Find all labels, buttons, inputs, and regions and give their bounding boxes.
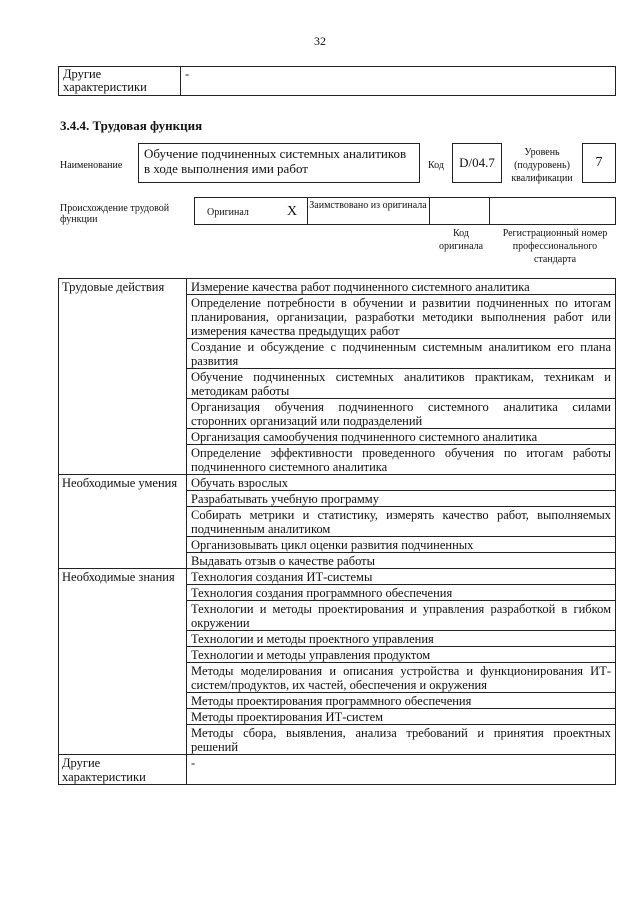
table-row — [59, 755, 616, 785]
knowledge-item: Методы сбора, выявления, анализа требований и принятия проектных решений — [187, 725, 616, 755]
skill-item: Обучать взрослых — [187, 475, 616, 491]
borrowed-label: Заимствовано из оригинала — [309, 200, 427, 211]
divider — [489, 198, 490, 224]
labor-actions-label: Трудовые действия — [59, 279, 187, 475]
origin-box — [194, 197, 616, 225]
name-label: Наименование — [60, 160, 123, 171]
labor-action-item: Обучение подчиненных системных аналитиков практикам, техникам и методикам работы — [187, 369, 616, 399]
knowledge-item: Методы моделирования и описания устройства и функционирования ИТ-систем/продуктов, их частей, обеспечения и окружения — [187, 663, 616, 693]
knowledge-item: Методы проектирования программного обеспечения — [187, 693, 616, 709]
page-number: 32 — [314, 34, 326, 48]
labor-action-item: Определение потребности в обучении и развитии подчиненных по итогам планирования, организации, разработки методики выполнения работ или измерения качества предыдущих работ — [187, 295, 616, 339]
other-characteristics-value: - — [187, 755, 616, 785]
skill-item: Собирать метрики и статистику, измерять качество работ, выполняемых подчиненным аналитиком — [187, 507, 616, 537]
divider — [429, 198, 430, 224]
other-characteristics-value: - — [181, 67, 616, 96]
origin-label: Происхождение трудовой функции — [60, 203, 170, 225]
other-characteristics-label: Другие характеристики — [59, 67, 181, 96]
labor-action-item: Создание и обсуждение с подчиненным системным аналитиком его плана развития — [187, 339, 616, 369]
table-row — [59, 475, 616, 491]
function-name-value: Обучение подчиненных системных аналитиков в ходе выполнения ими работ — [138, 143, 420, 183]
top-characteristics-table — [58, 66, 616, 96]
skills-label: Необходимые умения — [59, 475, 187, 569]
original-mark: X — [287, 204, 298, 219]
labor-action-item: Организация обучения подчиненного системного аналитика силами сторонних организаций или подразделений — [187, 399, 616, 429]
original-label: Оригинал — [207, 207, 249, 218]
labor-action-item: Измерение качества работ подчиненного системного аналитика — [187, 279, 616, 295]
knowledge-item: Технология создания программного обеспечения — [187, 585, 616, 601]
section-title: 3.4.4. Трудовая функция — [60, 118, 203, 133]
labor-action-item: Определение эффективности проведенного обучения по итогам работы подчиненного системного аналитика — [187, 445, 616, 475]
code-label: Код — [428, 160, 444, 171]
level-label: Уровень (подуровень) квалификации — [511, 147, 573, 184]
table-row — [59, 569, 616, 585]
other-characteristics-label: Другие характеристики — [59, 755, 187, 785]
code-value: D/04.7 — [452, 143, 502, 183]
function-details-table — [58, 278, 616, 785]
divider — [307, 198, 308, 224]
skill-item: Организовывать цикл оценки развития подчиненных — [187, 537, 616, 553]
knowledge-item: Технологии и методы управления продуктом — [187, 647, 616, 663]
knowledge-item: Методы проектирования ИТ-систем — [187, 709, 616, 725]
reg-number-label: Регистрационный номер профессионального стандарта — [502, 228, 608, 265]
knowledge-item: Технологии и методы проектного управления — [187, 631, 616, 647]
knowledge-label: Необходимые знания — [59, 569, 187, 755]
code-original-label: Код оригинала — [438, 228, 484, 252]
skill-item: Разрабатывать учебную программу — [187, 491, 616, 507]
skill-item: Выдавать отзыв о качестве работы — [187, 553, 616, 569]
level-value: 7 — [582, 143, 616, 183]
labor-action-item: Организация самообучения подчиненного системного аналитика — [187, 429, 616, 445]
knowledge-item: Технология создания ИТ-системы — [187, 569, 616, 585]
table-row — [59, 279, 616, 295]
knowledge-item: Технологии и методы проектирования и управления разработкой в гибком окружении — [187, 601, 616, 631]
